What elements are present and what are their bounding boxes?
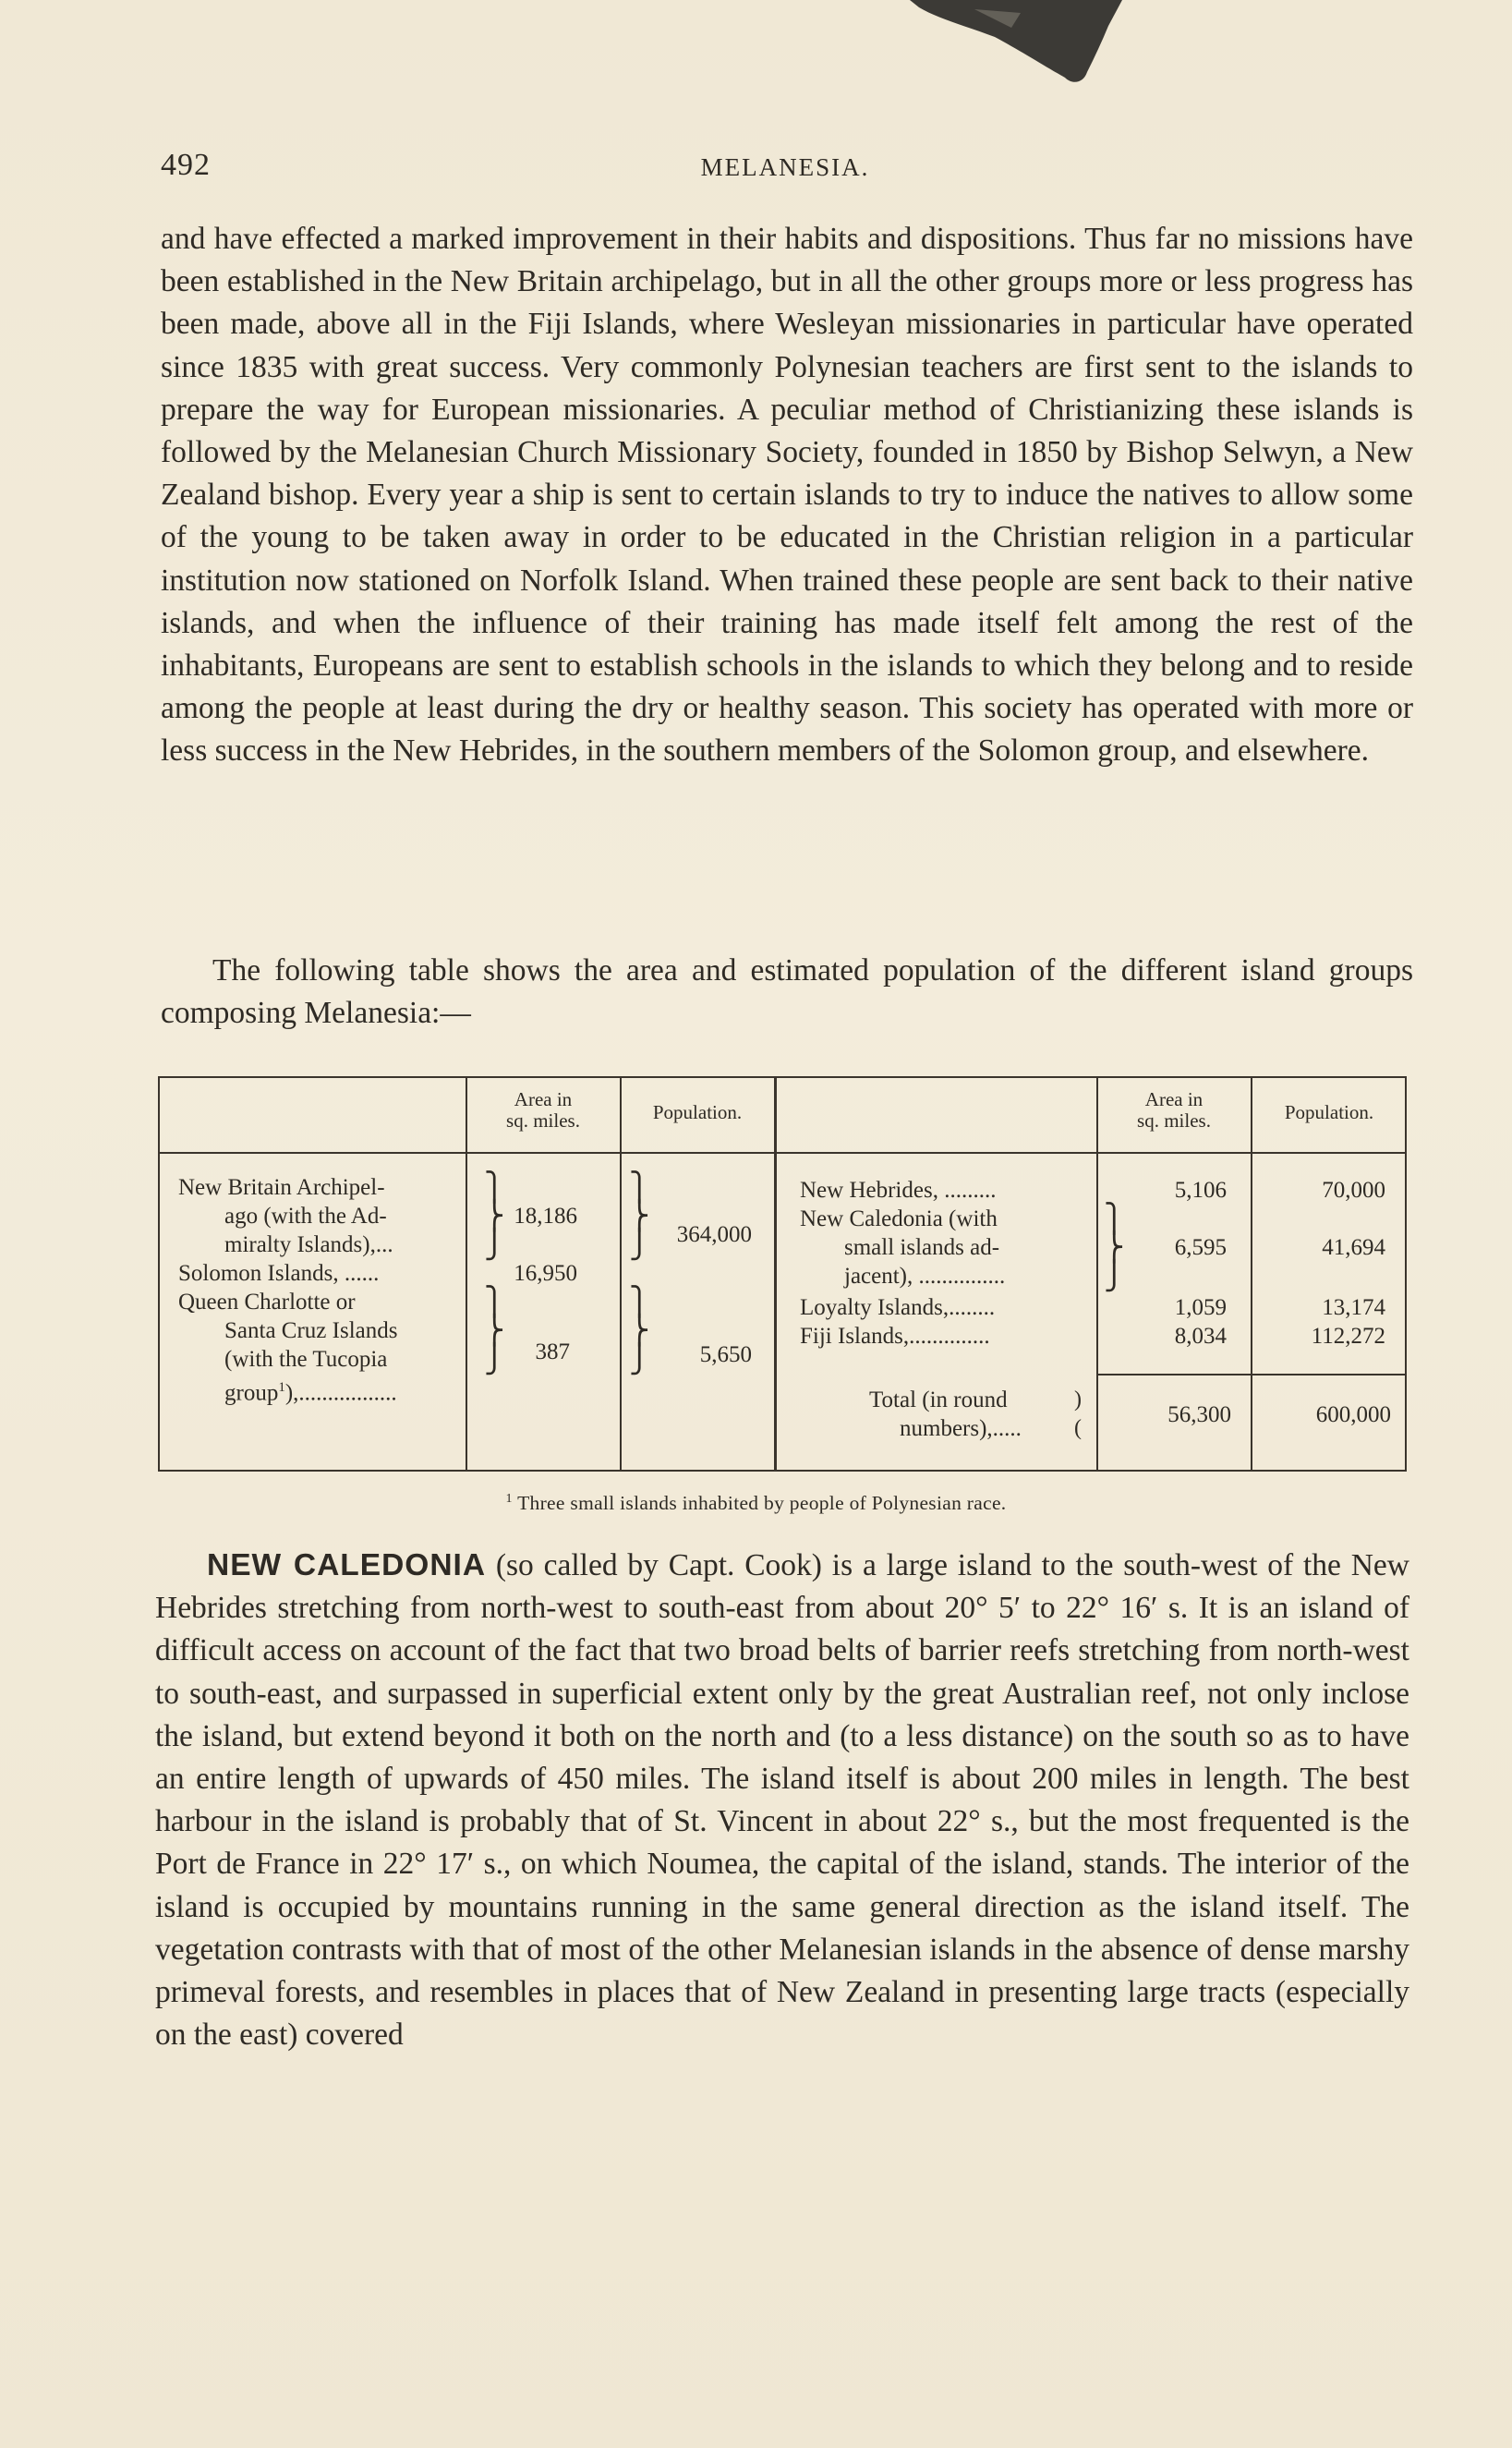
cell-name-line: (with the Tucopia [224, 1347, 388, 1372]
running-title: MELANESIA. [700, 153, 870, 181]
header-area-line2: sq. miles. [1137, 1109, 1211, 1132]
header-area-right [1097, 1089, 1251, 1132]
cell-pop-new-caledonia: 41,694 [1322, 1235, 1385, 1260]
table-rule-top [158, 1076, 1407, 1078]
footnote-text: Three small islands inhabited by people of Polynesian race. [512, 1492, 1007, 1515]
page-header [161, 148, 1409, 190]
row-new-britain [178, 1173, 463, 1259]
cell-area-new-britain: 18,186 [514, 1204, 577, 1229]
cell-area-fiji: 8,034 [1174, 1324, 1227, 1349]
header-area-line2: sq. miles. [506, 1109, 580, 1132]
cell-name-line: numbers),..... [900, 1416, 1022, 1441]
cell-name-line: small islands ad- [844, 1235, 1000, 1260]
section-lead: NEW CALEDONIA [207, 1548, 487, 1582]
cell-area-loyalty: 1,059 [1174, 1295, 1227, 1320]
cell-pop-new-hebrides: 70,000 [1322, 1178, 1385, 1203]
cell-name-line: jacent), ............... [844, 1264, 1006, 1289]
header-area-line1: Area in [1144, 1088, 1204, 1110]
paragraph-new-caledonia [155, 1545, 1409, 2056]
footnote-ref: 1 [278, 1380, 285, 1395]
cell-area-new-hebrides: 5,106 [1174, 1178, 1227, 1203]
brace-pop-combined: ⎫ ⎬ ⎭ [629, 1172, 650, 1260]
row-new-caledonia [800, 1205, 1094, 1291]
footnote-mark: 1 [505, 1492, 513, 1506]
cell-name-line: ago (with the Ad- [224, 1204, 387, 1229]
table-rule-left [158, 1076, 160, 1472]
brace-new-caledonia: ⎫ ⎬ ⎭ [1104, 1204, 1125, 1291]
cell-area-total: 56,300 [1167, 1402, 1231, 1427]
row-fiji: Fiji Islands,.............. [800, 1324, 990, 1349]
cell-pop-total: 600,000 [1315, 1402, 1391, 1427]
table-rule-right [1405, 1076, 1407, 1472]
row-solomon: Solomon Islands, ...... [178, 1261, 380, 1286]
cell-name-line: Total (in round [869, 1388, 1008, 1412]
header-area-left [466, 1089, 620, 1132]
footnote [0, 1492, 1512, 1515]
table-rule-mid [774, 1076, 777, 1472]
cell-name-line: New Caledonia (with [800, 1206, 998, 1231]
paragraph-table-intro: The following table shows the area and estimated population of the different island groups composing Melanesia:— [161, 953, 1413, 1031]
population-table [158, 1076, 1407, 1472]
paragraph-missions: and have effected a marked improvement in their habits and dispositions. Thus far no missions have been established in the New Britain archipelago, but in all the other groups more or less progress has been made, above all in the Fiji Islands, where Wesleyan missionaries in particular have operated since 1835 with great success. Very commonly Polynesian teachers are first sent to the islands to prepare the way for European missionaries. A peculiar method of Christianizing these islands is followed by the Melanesian Church Missionary Society, founded in 1850 by Bishop Selwyn, a New Zealand bishop. Every year a ship is sent to certain islands to try to induce the natives to allow some of the young to be taken away in order to be educated in the Christian religion in a particular institution now stationed on Norfolk Island. When trained these people are sent back to their native islands, and when the influence of their training has made itself felt among the rest of the inhabitants, Europeans are sent to establish schools in the islands to which they belong and to reside among the people at least during the dry or healthy season. This society has operated with more or less success in the New Hebrides, in the southern members of the Solomon group, and elsewhere. [161, 222, 1413, 769]
header-population-right: Population. [1284, 1101, 1374, 1123]
cell-name-line: Santa Cruz Islands [224, 1318, 398, 1343]
table-rule-total [1096, 1374, 1407, 1375]
table-rule-col2 [620, 1076, 622, 1472]
table-rule-bottom [158, 1470, 1407, 1472]
row-total [800, 1386, 1094, 1443]
cell-name-line: miralty Islands),... [224, 1232, 393, 1257]
brace-queen-charlotte: ⎫ ⎬ ⎭ [484, 1287, 505, 1375]
cell-name-line: New Britain Archipel- [178, 1175, 385, 1200]
section-text: (so called by Capt. Cook) is a large island to the south-west of the New Hebrides stretching from north-west to south-east from about 20° 5′ to 22° 16′ s. It is an island of difficult access on account of the fact that two broad belts of barrier reefs stretching from north-west to south-east, and surpassed in superficial extent only by the great Australian reef, not only inclose the island, but extend beyond it both on the north and (to a less distance) on the south so as to have an entire length of upwards of 450 miles. The island itself is about 200 miles in length. The best harbour in the island is probably that of St. Vincent in about 22° s., but the most frequented is the Port de France in 22° 17′ s., on which Noumea, the capital of the island, stands. The interior of the island is occupied by mountains running in the same general direction as the island itself. The vegetation contrasts with that of most of the other Melanesian islands in the absence of dense marshy primeval forests, and resembles in places that of New Zealand in presenting large tracts (especially on the east) covered [155, 1548, 1409, 2053]
row-loyalty: Loyalty Islands,........ [800, 1295, 996, 1320]
cell-name-line [178, 1374, 463, 1407]
cell-pop-loyalty: 13,174 [1322, 1295, 1385, 1320]
cell-pop-new-britain-solomon: 364,000 [676, 1222, 752, 1247]
cell-name-text: ),................. [284, 1380, 397, 1406]
header-area-line1: Area in [514, 1088, 573, 1110]
cell-name-text: group [224, 1380, 279, 1406]
cell-area-new-caledonia: 6,595 [1174, 1235, 1227, 1260]
brace-new-britain: ⎫ ⎬ ⎭ [484, 1172, 505, 1260]
cell-pop-queen-charlotte: 5,650 [699, 1342, 752, 1367]
brace-pop-qc: ⎫ ⎬ ⎭ [629, 1287, 650, 1375]
cell-pop-fiji: 112,272 [1311, 1324, 1385, 1349]
brace-total: ) ( [1074, 1388, 1082, 1440]
row-queen-charlotte [178, 1288, 463, 1407]
row-new-hebrides: New Hebrides, ......... [800, 1178, 997, 1203]
header-population-left: Population. [652, 1101, 743, 1123]
cell-area-queen-charlotte: 387 [535, 1339, 570, 1364]
ink-blot-mark [910, 0, 1122, 88]
page-number: 492 [161, 148, 211, 182]
cell-name-line: Queen Charlotte or [178, 1290, 356, 1315]
table-rule-header [158, 1152, 1407, 1154]
cell-area-solomon: 16,950 [514, 1261, 577, 1286]
